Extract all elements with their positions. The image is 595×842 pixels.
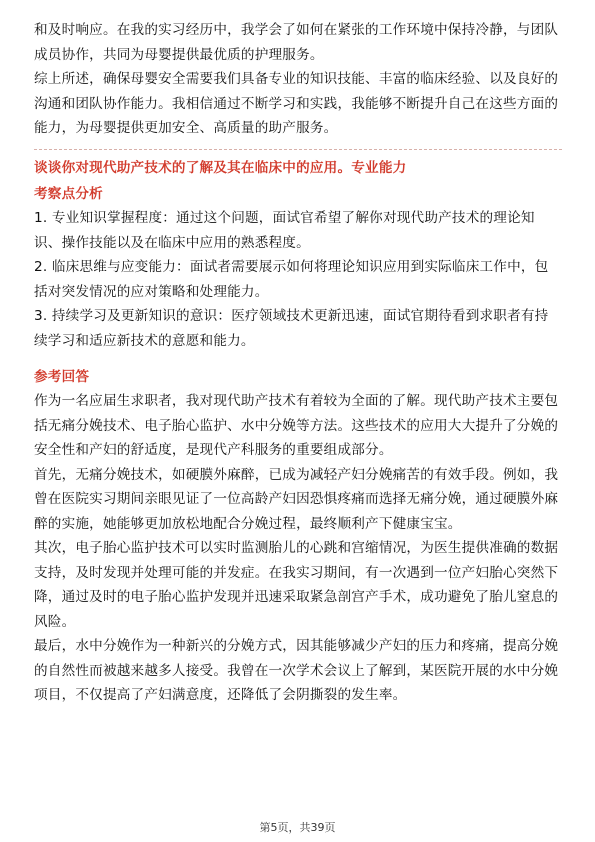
document-page xyxy=(34,18,562,708)
answer-paragraph: 其次，电子胎心监护技术可以实时监测胎儿的心跳和宫缩情况，为医生提供准确的数据支持，及时发现并处理可能的并发症。在我实习期间，有一次遇到一位产妇胎心突然下降，通过及时的电子胎心监护发现并迅速采取紧急剖宫产手术，成功避免了胎儿窒息的风险。 xyxy=(34,540,559,630)
analysis-point: 3. 持续学习及更新知识的意识：医疗领域技术更新迅速，面试官期待看到求职者有持续学习和适应新技术的意愿和能力。 xyxy=(34,308,549,349)
answer-paragraph: 首先，无痛分娩技术，如硬膜外麻醉，已成为减轻产妇分娩痛苦的有效手段。例如，我曾在医院实习期间亲眼见证了一位高龄产妇因恐惧疼痛而选择无痛分娩，通过硬膜外麻醉的实施，她能够更加放松地配合分娩过程，最终顺利产下健康宝宝。 xyxy=(34,466,559,532)
body-paragraph: 综上所述，确保母婴安全需要我们具备专业的知识技能、丰富的临床经验、以及良好的沟通和团队协作能力。我相信通过不断学习和实践，我能够不断提升自己在这些方面的能力，为母婴提供更加安全、高质量的助产服务。 xyxy=(34,71,559,136)
body-paragraph: 和及时响应。在我的实习经历中，我学会了如何在紧张的工作环境中保持冷静，与团队成员协作，共同为母婴提供最优质的护理服务。 xyxy=(34,22,559,63)
page-number: 第5页，共39页 xyxy=(259,821,336,834)
question-title: 谈谈你对现代助产技术的了解及其在临床中的应用。专业能力 xyxy=(34,159,407,176)
section-divider xyxy=(34,149,562,150)
analysis-point: 1. 专业知识掌握程度：通过这个问题，面试官希望了解你对现代助产技术的理论知识、操作技能以及在临床中应用的熟悉程度。 xyxy=(34,210,535,251)
answer-heading: 参考回答 xyxy=(34,369,90,385)
answer-paragraph: 作为一名应届生求职者，我对现代助产技术有着较为全面的了解。现代助产技术主要包括无痛分娩技术、电子胎心监护、水中分娩等方法。这些技术的应用大大提升了分娩的安全性和产妇的舒适度，是现代产科服务的重要组成部分。 xyxy=(34,393,559,458)
analysis-point: 2. 临床思维与应变能力：面试者需要展示如何将理论知识应用到实际临床工作中，包括对突发情况的应对策略和处理能力。 xyxy=(34,259,549,300)
answer-paragraph: 最后，水中分娩作为一种新兴的分娩方式，因其能够减少产妇的压力和疼痛，提高分娩的自然性而被越来越多人接受。我曾在一次学术会议上了解到，某医院开展的水中分娩项目，不仅提高了产妇满意度，还降低了会阴撕裂的发生率。 xyxy=(34,638,559,703)
analysis-heading: 考察点分析 xyxy=(34,186,103,202)
